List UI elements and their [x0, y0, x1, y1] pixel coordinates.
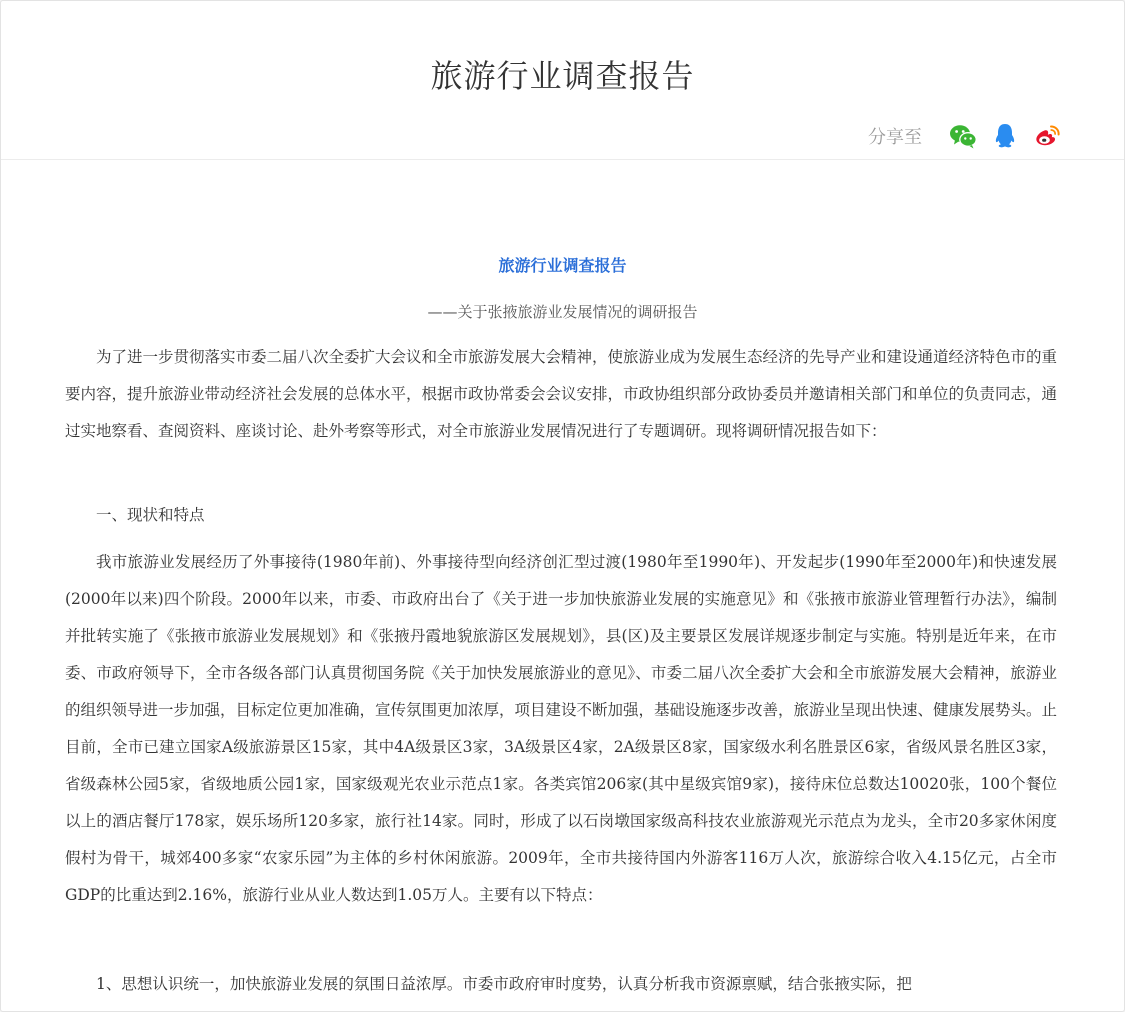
article-heading: 旅游行业调查报告: [498, 256, 627, 275]
paragraph: 我市旅游业发展经历了外事接待(1980年前)、外事接待型向经济创汇型过渡(1980年至1990年)、开发起步(1990年至2000年)和快速发展(2000年以来)四个阶段。2000年以来，市委、市政府出台了《关于进一步加快旅游业发展的实施意见》和《张掖市旅游业管理暂行办法》，编制并批转实施了《张掖市旅游业发展规划》和《张掖丹霞地貌旅游区发展规划》，县(区)及主要景区发展详规逐步制定与实施。特别是近年来，在市委、市政府领导下，全市各级各部门认真贯彻国务院《关于加快发展旅游业的意见》、市委二届八次全委扩大会和全市旅游发展大会精神，旅游业的组织领导进一步加强，目标定位更加准确，宣传氛围更加浓厚，项目建设不断加强，基础设施逐步改善，旅游业呈现出快速、健康发展势头。止目前，全市已建立国家A级旅游景区15家，其中4A级景区3家，3A级景区4家，2A级景区8家，国家级水利名胜景区6家，省级风景名胜区3家，省级森林公园5家，省级地质公园1家，国家级观光农业示范点1家。各类宾馆206家(其中星级宾馆9家)，接待床位总数达10020张，100个餐位以上的酒店餐厅178家，娱乐场所120多家，旅行社14家。同时，形成了以石岗墩国家级高科技农业旅游观光示范点为龙头，全市20多家休闲度假村为骨干，城郊400多家“农家乐园”为主体的乡村休闲旅游。2009年，全市共接待国内外游客116万人次，旅游综合收入4.15亿元，占全市GDP的比重达到2.16%，旅游行业从业人数达到1.05万人。主要有以下特点：: [65, 553, 1058, 904]
page-header: [1, 1, 1124, 160]
qq-icon[interactable]: [990, 121, 1020, 151]
weibo-icon[interactable]: [1032, 121, 1062, 151]
wechat-icon[interactable]: [948, 121, 978, 151]
share-bar: [868, 121, 1062, 151]
share-label: 分享至: [868, 127, 922, 148]
page-title: 旅游行业调查报告: [430, 57, 695, 95]
paragraph: 1、思想认识统一，加快旅游业发展的氛围日益浓厚。市委市政府审时度势，认真分析我市资源禀赋，结合张掖实际，把: [96, 975, 912, 993]
section-heading: 一、现状和特点: [96, 506, 205, 524]
paragraph: 为了进一步贯彻落实市委二届八次全委扩大会议和全市旅游发展大会精神，使旅游业成为发展生态经济的先导产业和建设通道经济特色市的重要内容，提升旅游业带动经济社会发展的总体水平，根据市政协常委会会议安排，市政协组织部分政协委员并邀请相关部门和单位的负责同志，通过实地察看、查阅资料、座谈讨论、赴外考察等形式，对全市旅游业发展情况进行了专题调研。现将调研情况报告如下：: [65, 348, 1058, 440]
article-subtitle: ——关于张掖旅游业发展情况的调研报告: [427, 303, 698, 321]
